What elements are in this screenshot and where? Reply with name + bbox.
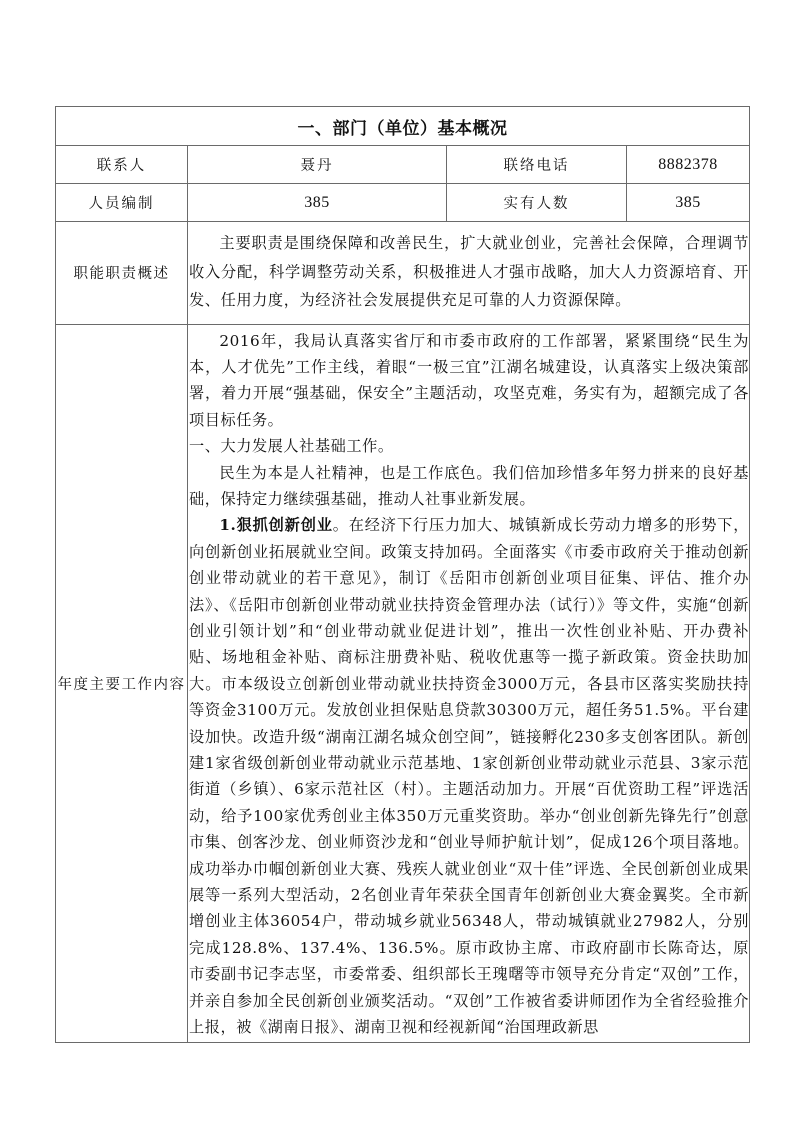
duties-text: 主要职责是围绕保障和改善民生，扩大就业创业，完善社会保障，合理调节收入分配，科学调整劳动关系，积极推进人才强市战略，加大人力资源培育、开发、任用力度，为经济社会发展提供充足可靠的人力资源保障。 xyxy=(189,234,749,309)
contact-label: 联系人 xyxy=(56,146,188,184)
staffing-row xyxy=(56,184,750,222)
phone-label: 联络电话 xyxy=(447,146,627,184)
duties-cell xyxy=(188,222,750,325)
annual-work-item-1 xyxy=(189,512,749,1040)
contact-row xyxy=(56,146,750,184)
annual-work-intro: 2016年，我局认真落实省厅和市委市政府的工作部署，紧紧围绕“民生为本，人才优先”工作主线，着眼“一极三宜”江湖名城建设，认真落实上级决策部署，着力开展“强基础，保安全”主题活动，攻坚克难，务实有为，超额完成了各项目标任务。 xyxy=(189,331,749,429)
annual-work-cell xyxy=(188,324,750,1043)
item-1-text: 。在经济下行压力加大、城镇新成长劳动力增多的形势下，向创新创业拓展就业空间。政策支持加码。全面落实《市委市政府关于推动创新创业带动就业的若干意见》，制订《岳阳市创新创业项目征集、评估、推介办法》、《岳阳市创新创业带动就业扶持资金管理办法（试行）》等文件，实施“创新创业引领计划”和“创业带动就业促进计划”，推出一次性创业补贴、开办费补贴、场地租金补贴、商标注册费补贴、税收优惠等一揽子新政策。资金扶助加大。市本级设立创新创业带动就业扶持资金3000万元，各县市区落实奖励扶持等资金3100万元。发放创业担保贴息贷款30300万元，超任务51.5%。平台建设加快。改造升级“湖南江湖名城众创空间”，链接孵化230多支创客团队。新创建1家省级创新创业带动就业示范基地、1家创新创业带动就业示范县、3家示范街道（乡镇）、6家示范社区（村）。主题活动加力。开展“百优资助工程”评选活动，给予100家优秀创业主体350万元重奖资助。举办“创业创新先锋先行”创意市集、创客沙龙、创业师资沙龙和“创业导师护航计划”，促成126个项目落地。成功举办巾帼创新创业大赛、残疾人就业创业“双十佳”评选、全民创新创业成果展等一系列大型活动，2名创业青年荣获全国青年创新创业大赛金翼奖。全市新增创业主体36054户，带动城乡就业56348人，带动城镇就业27982人，分别完成128.8%、137.4%、136.5%。原市政协主席、市政府副市长陈奇达，原市委副书记李志坚，市委常委、组织部长王瑰曙等市领导充分肯定“双创”工作，并亲自参加全民创新创业颁奖活动。“双创”工作被省委讲师团作为全省经验推介上报，被《湖南日报》、湖南卫视和经视新闻“治国理政新思 xyxy=(189,516,749,1037)
annual-work-row xyxy=(56,324,750,1043)
annual-work-heading-1: 一、大力发展人社基础工作。 xyxy=(189,437,394,456)
title-row xyxy=(56,107,750,146)
actual-staff-value: 385 xyxy=(627,184,750,222)
annual-work-paragraph-1: 民生为本是人社精神，也是工作底色。我们倍加珍惜多年努力拼来的良好基础，保持定力继续强基础，推动人社事业新发展。 xyxy=(189,463,749,508)
basic-overview-sheet xyxy=(55,106,749,1043)
contact-value: 聂丹 xyxy=(188,146,447,184)
staffing-value: 385 xyxy=(188,184,447,222)
basic-overview-table xyxy=(55,106,750,1043)
duties-label: 职能职责概述 xyxy=(56,222,188,325)
annual-work-label: 年度主要工作内容 xyxy=(56,324,188,1043)
duties-row xyxy=(56,222,750,325)
actual-staff-label: 实有人数 xyxy=(447,184,627,222)
phone-value: 8882378 xyxy=(627,146,750,184)
staffing-label: 人员编制 xyxy=(56,184,188,222)
item-1-title: 1.狠抓创新创业 xyxy=(219,516,333,535)
section-title: 一、部门（单位）基本概况 xyxy=(56,107,750,146)
